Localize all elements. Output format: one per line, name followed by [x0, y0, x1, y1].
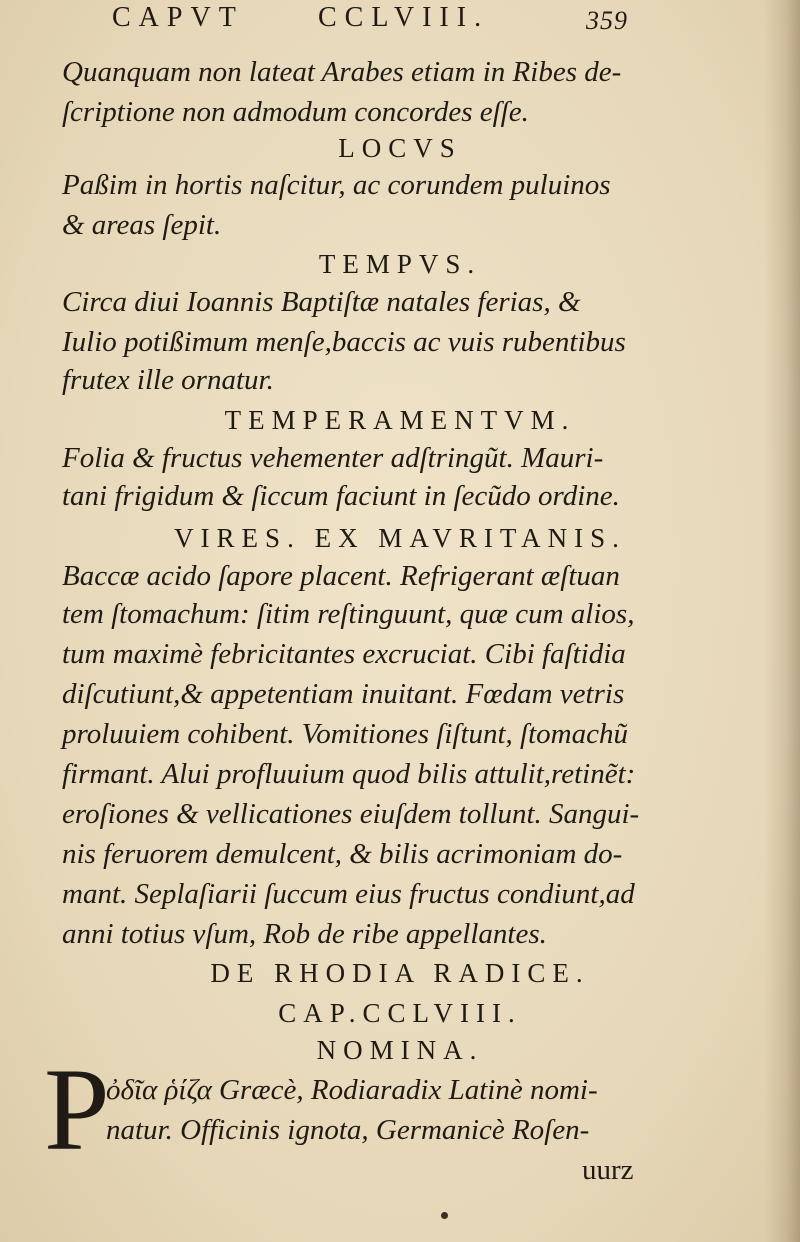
section-heading-locus: LOCVS	[338, 133, 462, 163]
text-line: ὀδῖα ῥίζα Græcè, Rodiaradix Latinè nomi-	[106, 1074, 598, 1106]
page-number: 359	[586, 6, 628, 35]
text-line: Paßim in hortis naſcitur, ac corundem puluinos	[62, 169, 611, 201]
text-line: tum maximè febricitantes excruciat. Cibi faſtidia	[62, 638, 626, 670]
chapter-number: CAP.CCLVIII.	[278, 998, 522, 1028]
running-header	[112, 2, 680, 42]
text-line: eroſiones & vellicationes eiuſdem tollunt. Sangui-	[62, 798, 640, 830]
page-mark-dot	[441, 1212, 448, 1219]
text-line: Baccæ acido ſapore placent. Refrigerant æſtuan	[62, 560, 620, 592]
chapter-title: DE RHODIA RADICE.	[210, 958, 590, 988]
text-line: firmant. Alui profluuium quod bilis attulit,retinẽt:	[62, 758, 636, 790]
text-line: Folia & fructus vehementer adſtringũt. Mauri-	[62, 442, 604, 474]
text-line: mant. Seplaſiarii ſuccum eius fructus condiunt,ad	[62, 878, 635, 910]
section-heading-vires: VIRES. EX MAVRITANIS.	[174, 523, 626, 553]
text-line: & areas ſepit.	[62, 209, 222, 241]
text-line: Circa diui Ioannis Baptiſtæ natales ferias, &	[62, 286, 581, 318]
text-line: natur. Officinis ignota, Germanicè Roſen-	[106, 1114, 590, 1146]
text-line: tani frigidum & ſiccum faciunt in ſecũdo ordine.	[62, 480, 620, 512]
text-line: tem ſtomachum: ſitim reſtinguunt, quæ cum alios,	[62, 598, 635, 630]
drop-cap: P	[44, 1044, 110, 1175]
text-line: anni totius vſum, Rob de ribe appellantes.	[62, 918, 547, 950]
text-line: frutex ille ornatur.	[62, 364, 274, 396]
catchword: uurz	[582, 1154, 634, 1186]
text-line: nis feruorem demulcent, & bilis acrimoniam do-	[62, 838, 623, 870]
text-line: Iulio potißimum menſe,baccis ac vuis rubentibus	[62, 326, 626, 358]
text-line: diſcutiunt,& appetentiam inuitant. Fœdam vetris	[62, 678, 625, 710]
text-line: proluuiem cohibent. Vomitiones ſiſtunt, ſtomachũ	[62, 718, 628, 750]
text-line: ſcriptione non admodum concordes eſſe.	[62, 96, 529, 128]
section-heading-nomina: NOMINA.	[316, 1035, 484, 1065]
header-title-right: CCLVIII.	[318, 2, 490, 33]
section-heading-temperamentum: TEMPERAMENTVM.	[224, 405, 576, 435]
text-line: Quanquam non lateat Arabes etiam in Ribes de-	[62, 56, 622, 88]
header-title-left: CAPVT	[112, 2, 244, 33]
section-heading-tempus: TEMPVS.	[318, 249, 482, 279]
